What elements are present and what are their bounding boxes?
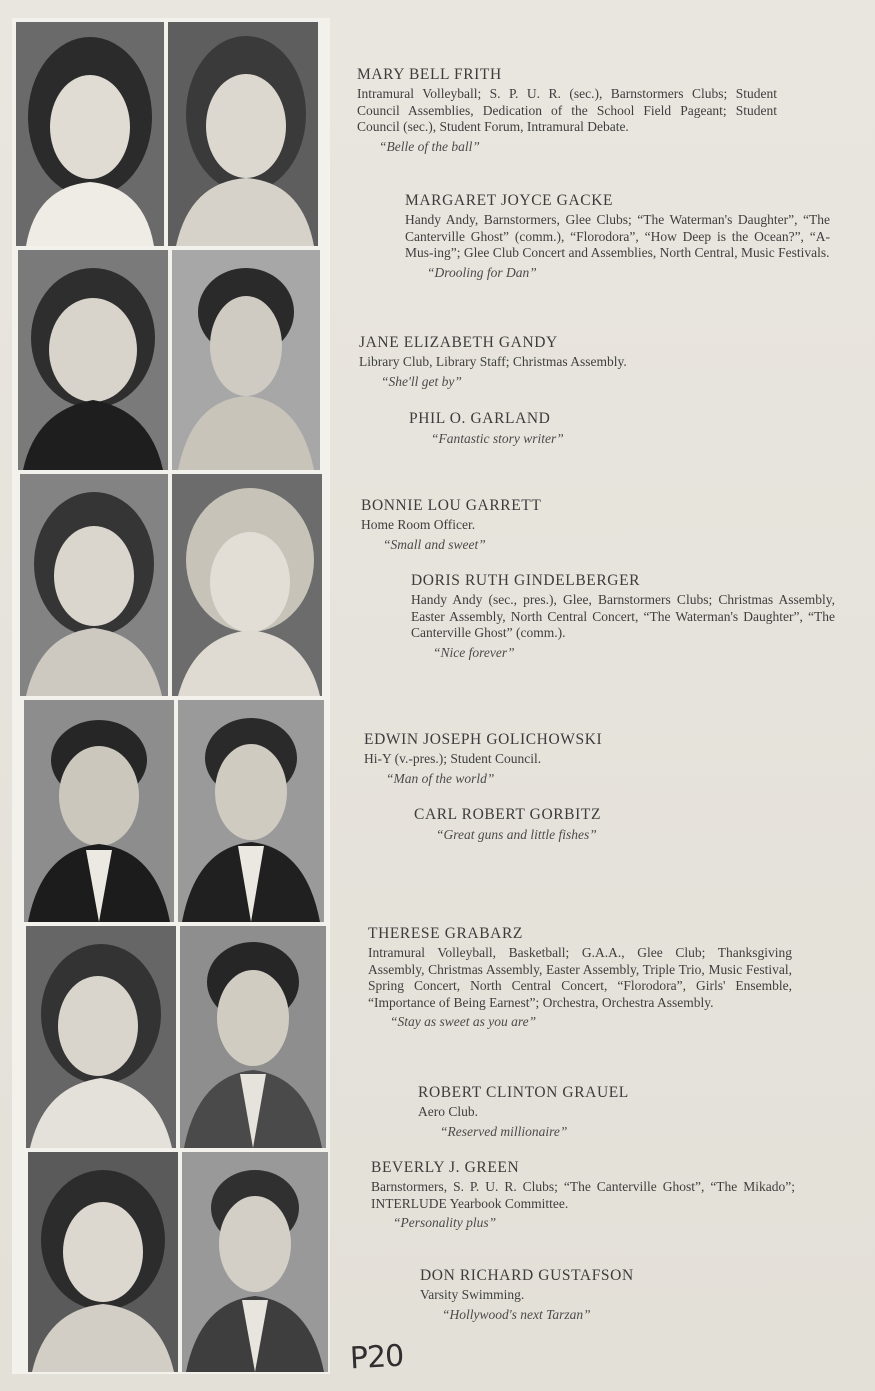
portrait-carl-robert-gorbitz: [178, 700, 324, 922]
student-activities: Hi-Y (v.-pres.); Student Council.: [364, 751, 542, 766]
entry-therese-grabarz: [368, 925, 792, 1031]
portrait-column: [12, 18, 330, 1374]
portrait-phil-o-garland: [172, 250, 320, 470]
portrait-edwin-joseph-golichowski: [24, 700, 174, 922]
student-quote: “Personality plus”: [393, 1215, 497, 1230]
student-quote: “Belle of the ball”: [379, 138, 480, 154]
portrait-therese-grabarz: [26, 926, 176, 1148]
student-activities: Barnstormers, S. P. U. R. Clubs; “The Canterville Ghost”, “The Mikado”; INTERLUDE Yearbook Committee.: [371, 1179, 795, 1211]
portrait-don-richard-gustafson: [182, 1152, 328, 1372]
student-quote: “Great guns and little fishes”: [436, 827, 597, 842]
student-quote: “Stay as sweet as you are”: [390, 1014, 537, 1029]
student-name: MARGARET JOYCE GACKE: [405, 192, 614, 209]
student-name: DORIS RUTH GINDELBERGER: [411, 572, 641, 589]
entry-edwin-joseph-golichowski: [364, 731, 784, 788]
student-activities: Intramural Volleyball; S. P. U. R. (sec.), Barnstormers Clubs; Student Council Assemblies, Dedication of the School Field Pageant; Student Council (sec.), Student Forum, Intramural Debate.: [357, 86, 777, 134]
student-quote: “Drooling for Dan”: [427, 264, 537, 280]
student-activities: Handy Andy, Barnstormers, Glee Clubs; “The Waterman's Daughter”, “The Canterville Ghost” (comm.), “Florodora”, “How Deep is the Ocean?”, “A-Mus-ing”; Glee Club Concert and Assemblies, North Central, Music Festivals.: [405, 212, 830, 260]
student-name: BEVERLY J. GREEN: [371, 1159, 520, 1176]
student-quote: “Nice forever”: [433, 644, 515, 660]
student-quote: “Fantastic story writer”: [431, 431, 564, 446]
student-name: CARL ROBERT GORBITZ: [414, 806, 602, 823]
entry-doris-ruth-gindelberger: [411, 572, 835, 662]
student-name: MARY BELL FRITH: [357, 66, 502, 83]
entry-beverly-j-green: [371, 1159, 795, 1232]
portrait-robert-clinton-grauel: [180, 926, 326, 1148]
portrait-beverly-j-green: [28, 1152, 178, 1372]
entry-don-richard-gustafson: [420, 1267, 820, 1324]
entry-bonnie-lou-garrett: [361, 497, 781, 554]
student-name: THERESE GRABARZ: [368, 925, 523, 942]
student-quote: “Reserved millionaire”: [440, 1123, 568, 1139]
portrait-jane-elizabeth-gandy: [18, 250, 168, 470]
entry-mary-bell-frith: [357, 66, 777, 156]
portrait-mary-bell-frith: [16, 22, 164, 246]
student-name: DON RICHARD GUSTAFSON: [420, 1267, 634, 1284]
student-activities: Handy Andy (sec., pres.), Glee, Barnstormers Clubs; Christmas Assembly, Easter Assembly, North Central Concert, “The Waterman's Daughter”, “The Canterville Ghost” (comm.).: [411, 592, 835, 640]
student-activities: Home Room Officer.: [361, 517, 476, 532]
entry-margaret-joyce-gacke: [405, 192, 830, 282]
student-name: PHIL O. GARLAND: [409, 410, 551, 427]
portrait-margaret-joyce-gacke: [168, 22, 318, 246]
student-name: ROBERT CLINTON GRAUEL: [418, 1084, 629, 1101]
student-activities: Library Club, Library Staff; Christmas Assembly.: [359, 354, 627, 369]
student-activities: Varsity Swimming.: [420, 1287, 525, 1302]
student-quote: “Hollywood's next Tarzan”: [442, 1306, 591, 1322]
student-quote: “She'll get by”: [381, 373, 462, 389]
entry-carl-robert-gorbitz: [414, 806, 814, 844]
student-name: EDWIN JOSEPH GOLICHOWSKI: [364, 731, 603, 748]
student-activities: Aero Club.: [418, 1104, 478, 1119]
page-number: P20: [349, 1338, 405, 1377]
portrait-bonnie-lou-garrett: [20, 474, 168, 696]
student-quote: “Man of the world”: [386, 770, 495, 786]
entry-phil-o-garland: [409, 410, 809, 448]
entry-robert-clinton-grauel: [418, 1084, 818, 1141]
student-quote: “Small and sweet”: [383, 536, 486, 552]
student-name: JANE ELIZABETH GANDY: [359, 334, 558, 351]
student-activities: Intramural Volleyball, Basketball; G.A.A., Glee Club; Thanksgiving Assembly, Christmas Assembly, Easter Assembly, Triple Trio, Music Festival, Spring Concert, North Central Concert, “Florodora”, Girls' Ensemble, “Importance of Being Earnest”; Orchestra, Orchestra Assembly.: [368, 945, 792, 1010]
student-name: BONNIE LOU GARRETT: [361, 497, 542, 514]
entry-jane-elizabeth-gandy: [359, 334, 779, 391]
portrait-doris-ruth-gindelberger: [172, 474, 322, 696]
